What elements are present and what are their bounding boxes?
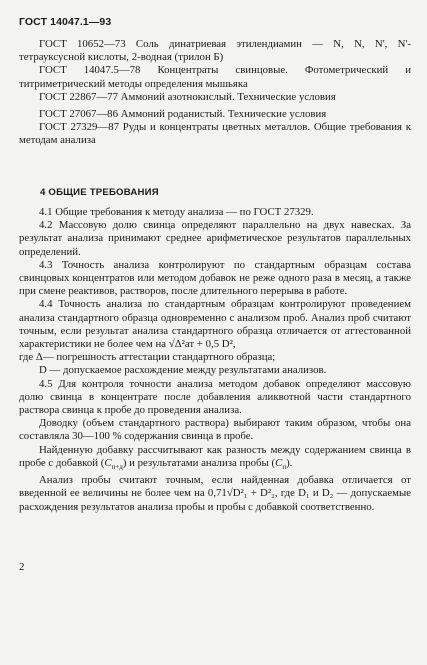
where-line-1: где Δ— погрешность аттестации стандартного образца;: [19, 351, 276, 364]
ref-gost27067: ГОСТ 27067—86 Аммоний роданистый. Технические условия: [39, 108, 327, 121]
para-found-addition: Найденную добавку рассчитывают как разность между содержанием свинца в пробе с добавкой $(C_{п+д})$ и результатами анализа пробы $(C_п)$.: [19, 443, 411, 472]
para-4-3: 4.3 Точность анализа контролируют по стандартным образцам состава свинцовых концентратов или методом добавок не реже одного раза в месяц, а также при смене реактивов, растворов, после длительного перерыва в работе.: [19, 258, 411, 298]
para-4-5: 4.5 Для контроля точности анализа методом добавок определяют массовую долю свинца в концентрате после добавления аликвотной части стандартного раствора свинца к пробе до проведения анализа.: [19, 377, 411, 417]
references-list: [19, 38, 411, 148]
section-heading: 4 ОБЩИЕ ТРЕБОВАНИЯ: [40, 187, 159, 198]
para-4-4: [19, 298, 411, 351]
ref-gost22867: ГОСТ 22867—77 Аммоний азотнокислый. Технические условия: [39, 90, 336, 103]
ref-gost14047-5: ГОСТ 14047.5—78 Концентраты свинцовые. Фотометрический и титриметрический методы определения мышьяка: [19, 64, 411, 90]
page-number: 2: [19, 561, 25, 573]
ref-gost27329: ГОСТ 27329—87 Руды и концентраты цветных металлов. Общие требования к методам анализа: [19, 121, 411, 147]
where-line-2: D — допускаемое расхождение между результатами анализов.: [39, 364, 327, 377]
ref-gost10652: ГОСТ 10652—73 Соль динатриевая этилендиамин — N, N, N', N'- тетрауксусной кислоты, 2-водная (трилон Б): [19, 38, 411, 64]
page-header: ГОСТ 14047.1—93: [19, 16, 112, 28]
para-4-1: 4.1 Общие требования к методу анализа — по ГОСТ 27329.: [39, 206, 314, 218]
para-accurate: Анализ пробы считают точным, если найденная добавка отличается от введенной ее величины не более чем на 0,71√D²₁ + D²₂, где D₁ и D₂ — допускаемые расхождения результатов анализа пробы и пробы с добавкой соответственно.: [19, 474, 411, 513]
para-dobavka: Доводку (объем стандартного раствора) выбирают таким образом, чтобы она составляла 30—100 % содержания свинца в пробе.: [19, 417, 411, 443]
formula-tolerance: √Δ²ат + 0,5 D²,: [168, 338, 236, 351]
para-4-2: 4.2 Массовую долю свинца определяют параллельно на двух навесках. За результат анализа принимают среднее арифметическое результатов параллельных определений.: [19, 219, 411, 258]
para-4-4-text: 4.4 Точность анализа по стандартным образцам контролируют проведением анализа стандартного образца одновременно с анализом проб. Анализ проб считают точным, если результат анализа стандартного образца отличается от аттестованной характеристики не более чем на: [19, 298, 411, 351]
section-body: [19, 206, 411, 514]
